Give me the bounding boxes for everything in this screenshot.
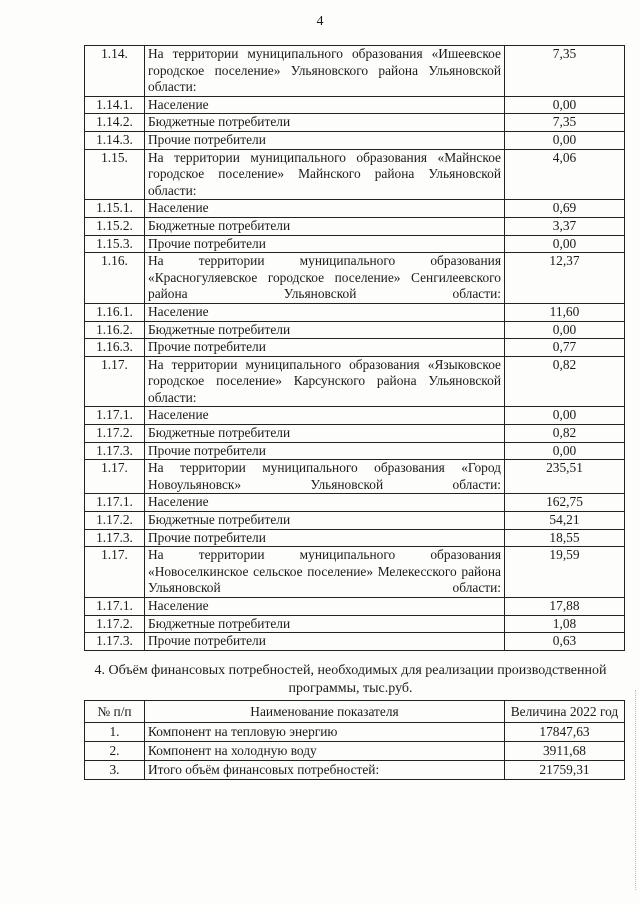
table-group-row [85,547,625,598]
row-name: На территории муниципального образования «Красногуляевское городское поселение» Сенгилеевского района Ульяновской области: [145,253,505,304]
row-name: Итого объём финансовых потребностей: [145,761,505,780]
row-number: 1.14.3. [85,131,145,149]
table-group-row [85,460,625,494]
row-number: 1.15.3. [85,235,145,253]
row-number: 1.17.1. [85,407,145,425]
row-name: Бюджетные потребители [145,114,505,132]
row-value: 0,77 [505,339,625,357]
row-value: 0,82 [505,356,625,407]
table-row [85,723,625,742]
row-value: 235,51 [505,460,625,494]
row-value: 0,82 [505,425,625,443]
row-number: 1.17.1. [85,494,145,512]
row-name: Компонент на холодную воду [145,742,505,761]
table-group-row [85,253,625,304]
table-group-row [85,356,625,407]
table-header-row [85,701,625,723]
row-name: Прочие потребители [145,131,505,149]
table-row [85,321,625,339]
row-name: На территории муниципального образования «Новоселкинское сельское поселение» Мелекесского района Ульяновской области: [145,547,505,598]
scan-edge-mark [633,690,636,890]
table-row [85,425,625,443]
row-number: 1. [85,723,145,742]
row-number: 1.17.2. [85,512,145,530]
financial-needs-table [84,700,625,780]
row-number: 2. [85,742,145,761]
row-number: 1.14. [85,46,145,97]
row-number: 1.17.1. [85,598,145,616]
row-name: Бюджетные потребители [145,321,505,339]
table-row [85,529,625,547]
table-row [85,494,625,512]
row-value: 0,00 [505,96,625,114]
row-number: 1.15.2. [85,217,145,235]
row-name: Прочие потребители [145,529,505,547]
row-number: 1.17.3. [85,633,145,651]
row-name: Бюджетные потребители [145,615,505,633]
table-row [85,615,625,633]
row-number: 1.16.3. [85,339,145,357]
row-name: На территории муниципального образования «Ишеевское городское поселение» Ульяновского района Ульяновской области: [145,46,505,97]
row-number: 1.14.2. [85,114,145,132]
row-number: 1.17. [85,356,145,407]
row-value: 0,69 [505,200,625,218]
row-name: Прочие потребители [145,235,505,253]
row-number: 1.16.2. [85,321,145,339]
row-value: 1,08 [505,615,625,633]
table-row [85,742,625,761]
row-value: 12,37 [505,253,625,304]
table-row [85,598,625,616]
table-row [85,114,625,132]
row-value: 0,00 [505,235,625,253]
row-number: 1.15. [85,149,145,200]
table-row [85,303,625,321]
table-row [85,200,625,218]
row-name: На территории муниципального образования «Языковское городское поселение» Карсунского района Ульяновской области: [145,356,505,407]
table-row [85,442,625,460]
table-row [85,407,625,425]
row-name: На территории муниципального образования «Майнское городское поселение» Майнского района Ульяновской области: [145,149,505,200]
row-name: Бюджетные потребители [145,217,505,235]
row-number: 1.14.1. [85,96,145,114]
row-value: 54,21 [505,512,625,530]
row-value: 7,35 [505,46,625,97]
row-name: Бюджетные потребители [145,512,505,530]
row-number: 1.17.2. [85,615,145,633]
row-value: 21759,31 [505,761,625,780]
row-name: Бюджетные потребители [145,425,505,443]
row-value: 3911,68 [505,742,625,761]
row-name: Прочие потребители [145,442,505,460]
table-row [85,131,625,149]
row-name: Прочие потребители [145,339,505,357]
table-row [85,96,625,114]
row-number: 3. [85,761,145,780]
row-value: 0,00 [505,442,625,460]
table-row [85,761,625,780]
row-number: 1.16.1. [85,303,145,321]
page-number: 4 [316,14,324,29]
row-value: 11,60 [505,303,625,321]
section-heading: 4. Объём финансовых потребностей, необходимых для реализации производственной программы, тыс.руб. [94,663,607,696]
row-number: 1.17.2. [85,425,145,443]
row-value: 0,00 [505,407,625,425]
row-value: 0,00 [505,321,625,339]
table-row [85,512,625,530]
row-value: 19,59 [505,547,625,598]
table-row [85,339,625,357]
row-name: Население [145,303,505,321]
row-number: 1.17.3. [85,442,145,460]
row-number: 1.17. [85,460,145,494]
row-value: 3,37 [505,217,625,235]
row-value: 0,00 [505,131,625,149]
tariff-volume-table [84,45,625,651]
row-name: Население [145,200,505,218]
row-value: 4,06 [505,149,625,200]
header-number: № п/п [85,701,145,723]
row-number: 1.17.3. [85,529,145,547]
header-indicator: Наименование показателя [145,701,505,723]
table-row [85,235,625,253]
row-value: 0,63 [505,633,625,651]
row-value: 7,35 [505,114,625,132]
row-number: 1.15.1. [85,200,145,218]
row-name: Население [145,598,505,616]
table-row [85,633,625,651]
header-value: Величина 2022 год [505,701,625,723]
row-value: 162,75 [505,494,625,512]
row-number: 1.16. [85,253,145,304]
row-name: Население [145,96,505,114]
table-group-row [85,149,625,200]
row-name: Население [145,494,505,512]
row-value: 17,88 [505,598,625,616]
row-value: 18,55 [505,529,625,547]
table-row [85,217,625,235]
row-name: Население [145,407,505,425]
row-number: 1.17. [85,547,145,598]
table-group-row [85,46,625,97]
row-value: 17847,63 [505,723,625,742]
row-name: Компонент на тепловую энергию [145,723,505,742]
row-name: Прочие потребители [145,633,505,651]
row-name: На территории муниципального образования «Город Новоульяновск» Ульяновской области: [145,460,505,494]
